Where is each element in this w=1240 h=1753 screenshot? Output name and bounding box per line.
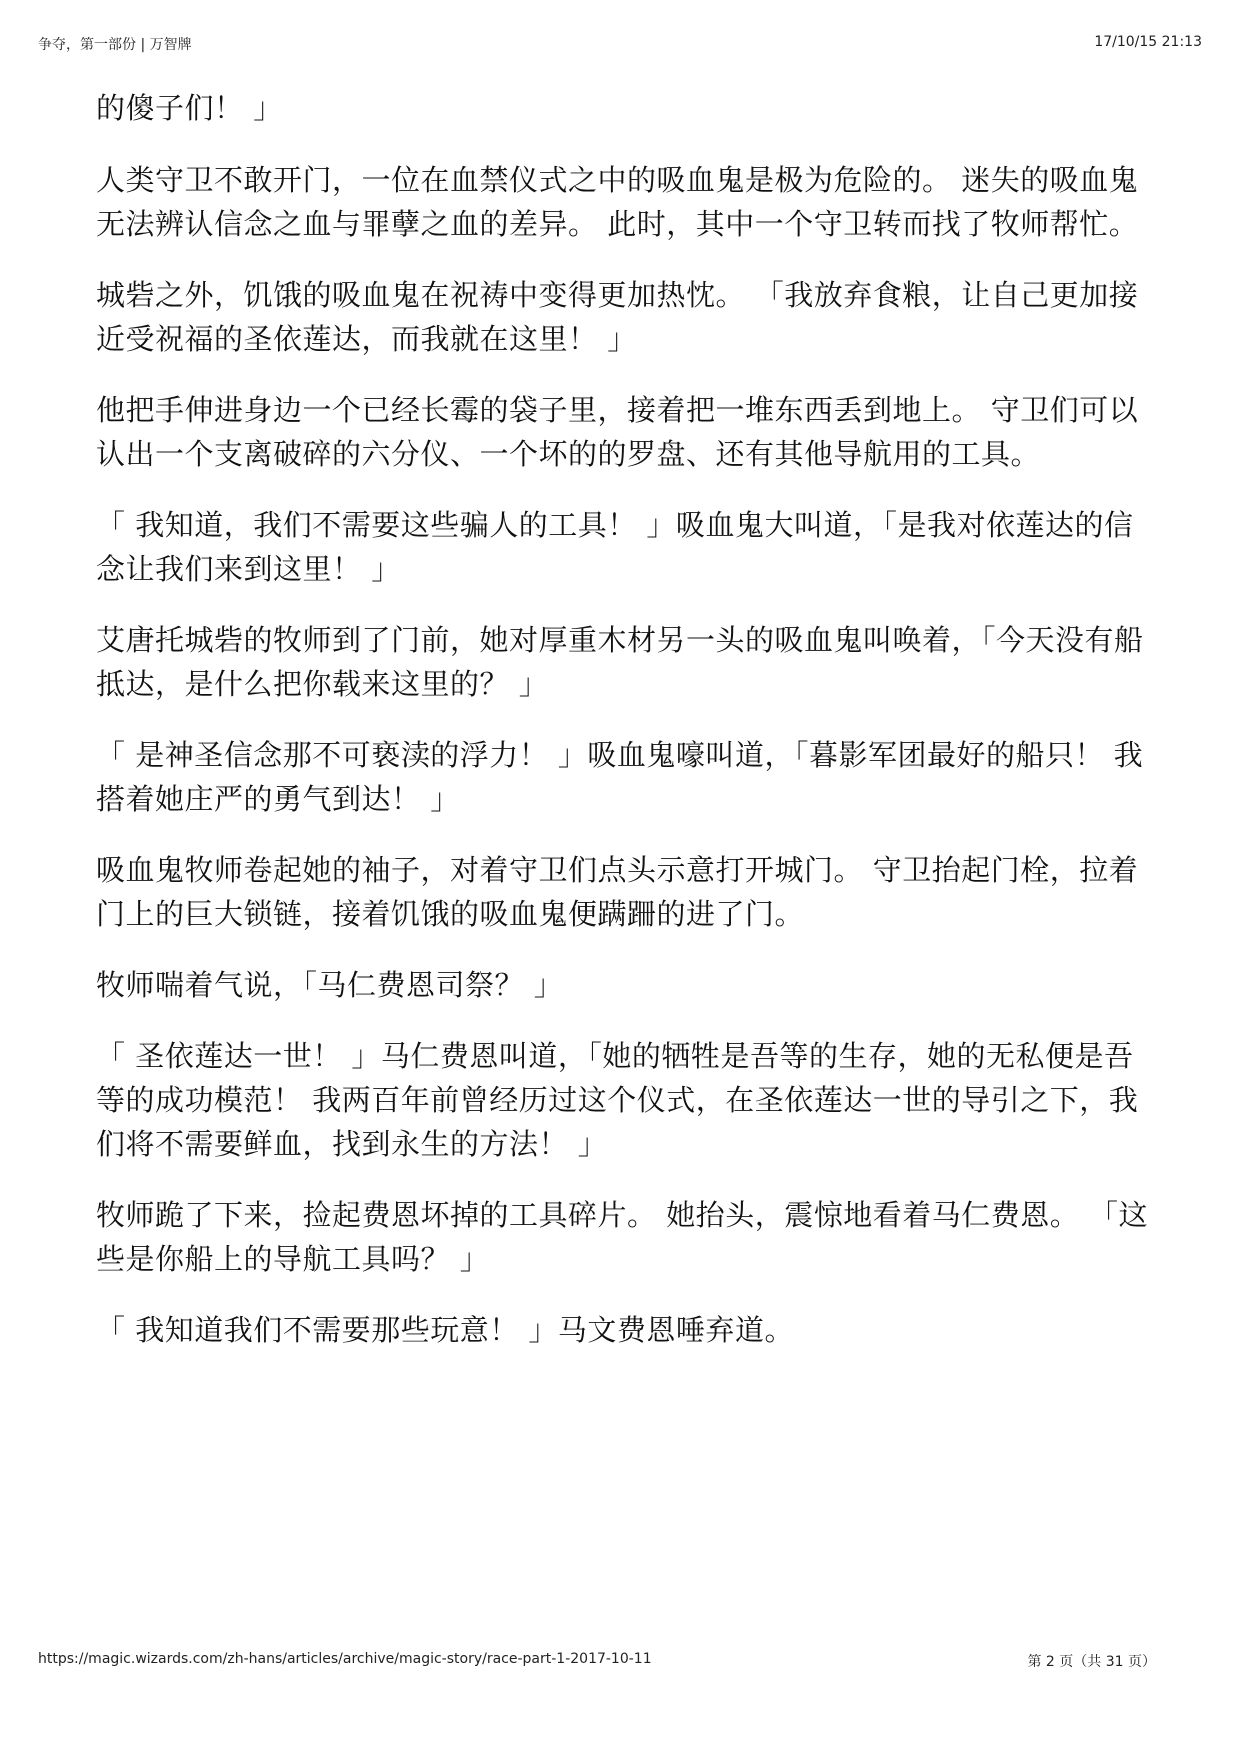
paragraph: 「 我知道我们不需要那些玩意！ 」马文费恩唾弃道。 <box>96 1313 794 1347</box>
paragraph: 「 圣依莲达一世！ 」马仁费恩叫道，「她的牺牲是吾等的生存，她的无私便是吾等的成功模范！ 我两百年前曾经历过这个仪式，在圣依莲达一世的导引之下，我们将不需要鲜血，找到永生的方法！ 」 <box>96 1039 1139 1161</box>
page-title: 争夺，第一部份 | 万智牌 <box>38 37 192 53</box>
paragraph: 城砦之外，饥饿的吸血鬼在祝祷中变得更加热忱。 「我放弃食粮，让自己更加接近受祝福的圣依莲达，而我就在这里！ 」 <box>96 278 1139 356</box>
print-timestamp: 17/10/15 21:13 <box>1094 34 1202 50</box>
paragraph: 的傻子们！ 」 <box>96 91 283 125</box>
paragraph: 「 是神圣信念那不可亵渎的浮力！ 」吸血鬼嚎叫道，「暮影军团最好的船只！ 我搭着她庄严的勇气到达！ 」 <box>96 738 1144 816</box>
page-url: https://magic.wizards.com/zh-hans/articles/archive/magic-story/race-part-1-2017-10-11 <box>38 1651 652 1667</box>
article-body <box>96 86 1156 1379</box>
print-footer <box>38 1651 1202 1671</box>
paragraph: 吸血鬼牧师卷起她的袖子，对着守卫们点头示意打开城门。 守卫抬起门栓，拉着门上的巨大锁链，接着饥饿的吸血鬼便蹒跚的进了门。 <box>96 853 1139 931</box>
paragraph: 艾唐托城砦的牧师到了门前，她对厚重木材另一头的吸血鬼叫唤着，「今天没有船抵达，是什么把你载来这里的？ 」 <box>96 623 1144 701</box>
page-number: 第 2 页（共 31 页） <box>1027 1654 1156 1670</box>
paragraph: 人类守卫不敢开门，一位在血禁仪式之中的吸血鬼是极为危险的。 迷失的吸血鬼无法辨认信念之血与罪孽之血的差异。 此时，其中一个守卫转而找了牧师帮忙。 <box>96 163 1139 241</box>
paragraph: 牧师喘着气说，「马仁费恩司祭？ 」 <box>96 968 564 1002</box>
print-header <box>38 34 1202 54</box>
paragraph: 他把手伸进身边一个已经长霉的袋子里，接着把一堆东西丢到地上。 守卫们可以认出一个支离破碎的六分仪、一个坏的的罗盘、还有其他导航用的工具。 <box>96 393 1139 471</box>
paragraph: 「 我知道，我们不需要这些骗人的工具！ 」吸血鬼大叫道，「是我对依莲达的信念让我们来到这里！ 」 <box>96 508 1134 586</box>
paragraph: 牧师跪了下来，捡起费恩坏掉的工具碎片。 她抬头，震惊地看着马仁费恩。 「这些是你船上的导航工具吗？ 」 <box>96 1198 1148 1276</box>
